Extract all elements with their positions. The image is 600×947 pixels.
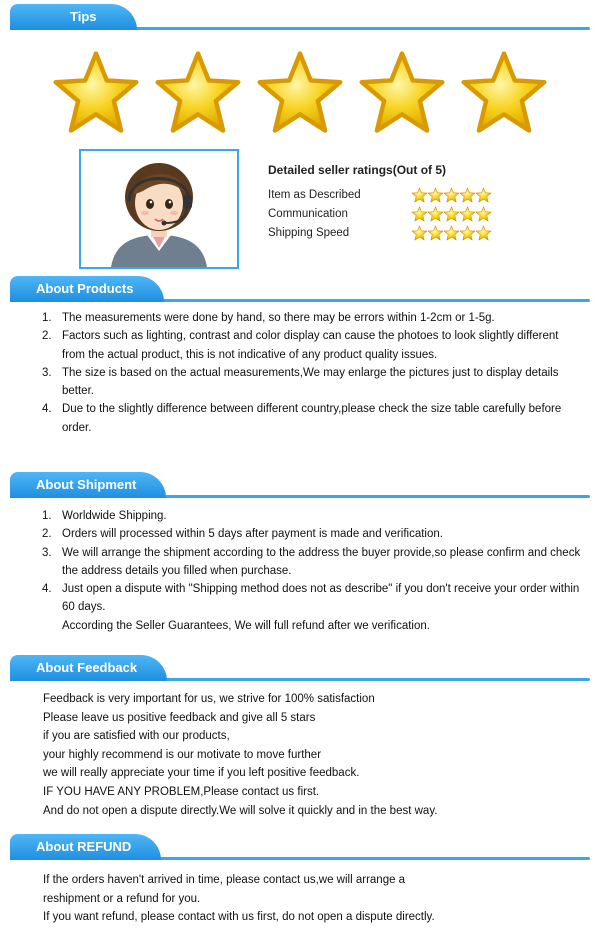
list-item: 2. Orders will processed within 5 days after payment is made and verification. — [42, 528, 443, 541]
list-item: 3. The size is based on the actual measurements,We may enlarge the pictures just to display details better. — [42, 366, 559, 398]
mini-star-rating — [411, 187, 491, 206]
list-item: 4. Just open a dispute with "Shipping method does not as describe" if you don't receive your order within 60 days. — [42, 583, 580, 614]
star-icon — [475, 187, 492, 203]
mini-star-rating — [411, 206, 491, 225]
support-agent-icon — [81, 151, 237, 267]
about-refund-header — [0, 834, 600, 864]
about-feedback-header — [0, 655, 600, 685]
star-icon — [427, 187, 444, 203]
rating-row — [268, 227, 568, 246]
feedback-line: Feedback is very important for us, we strive for 100% satisfaction — [43, 693, 375, 705]
about-products-list — [42, 309, 582, 437]
list-item-note: According the Seller Guarantees, We will full refund after we verification. — [62, 619, 430, 632]
list-item: 1. Worldwide Shipping. — [42, 510, 167, 522]
about-shipment-tab-label: About Shipment — [10, 472, 166, 498]
ratings-title: Detailed seller ratings(Out of 5) — [268, 163, 447, 177]
star-icon — [459, 225, 476, 241]
tips-tab-label: Tips — [10, 4, 137, 30]
feedback-line: your highly recommend is our motivate to move further — [43, 748, 322, 761]
star-icon — [443, 225, 460, 241]
list-item: 2. Factors such as lighting, contrast and color display can cause the photoes to look slightly different from the actual product, this is not indicative of any product quality issues. — [42, 330, 559, 361]
feedback-line: we will really appreciate your time if you left positive feedback. — [43, 767, 360, 780]
feedback-line: if you are satisfied with our products, — [43, 730, 230, 743]
list-item: 1. The measurements were done by hand, so there may be errors within 1-2cm or 1-5g. — [42, 312, 495, 324]
rating-label: Communication — [268, 208, 348, 220]
about-shipment-header — [0, 472, 600, 502]
refund-line: If you want refund, please contact with us first, do not open a dispute directly. — [43, 911, 435, 924]
star-icon — [46, 50, 146, 135]
star-icon — [148, 50, 248, 135]
star-icon — [443, 206, 460, 222]
list-item: 4. Due to the slightly difference between different country,please check the size table carefully before order. — [42, 403, 562, 434]
seller-ratings — [268, 163, 568, 246]
about-products-header — [0, 276, 600, 306]
feedback-line: Please leave us positive feedback and give all 5 stars — [43, 711, 316, 724]
star-icon — [411, 225, 428, 241]
list-item: 3. We will arrange the shipment according to the address the buyer provide,so please confirm and check the address details you filled when purchase. — [42, 546, 581, 577]
customer-service-avatar — [79, 149, 239, 269]
star-icon — [459, 187, 476, 203]
mini-star-rating — [411, 225, 491, 244]
star-icon — [443, 187, 460, 203]
about-products-tab-label: About Products — [10, 276, 164, 302]
about-shipment-list — [42, 507, 582, 635]
rating-label: Item as Described — [268, 189, 361, 201]
rating-label: Shipping Speed — [268, 227, 350, 239]
star-icon — [427, 206, 444, 222]
star-icon — [475, 225, 492, 241]
star-icon — [411, 187, 428, 203]
star-icon — [427, 225, 444, 241]
about-feedback-text — [43, 690, 573, 820]
refund-line: If the orders haven't arrived in time, please contact us,we will arrange a — [43, 874, 406, 886]
feedback-line: And do not open a dispute directly.We will solve it quickly and in the best way. — [43, 804, 438, 817]
tips-header — [0, 4, 600, 34]
star-icon — [250, 50, 350, 135]
about-feedback-tab-label: About Feedback — [10, 655, 167, 681]
star-icon — [459, 206, 476, 222]
about-refund-tab-label: About REFUND — [10, 834, 161, 860]
refund-line: reshipment or a refund for you. — [43, 892, 201, 905]
about-refund-text — [43, 871, 573, 927]
feedback-line: IF YOU HAVE ANY PROBLEM,Please contact us first. — [43, 785, 320, 798]
star-icon — [475, 206, 492, 222]
star-icon — [454, 50, 554, 135]
big-star-rating — [46, 50, 556, 135]
star-icon — [352, 50, 452, 135]
star-icon — [411, 206, 428, 222]
